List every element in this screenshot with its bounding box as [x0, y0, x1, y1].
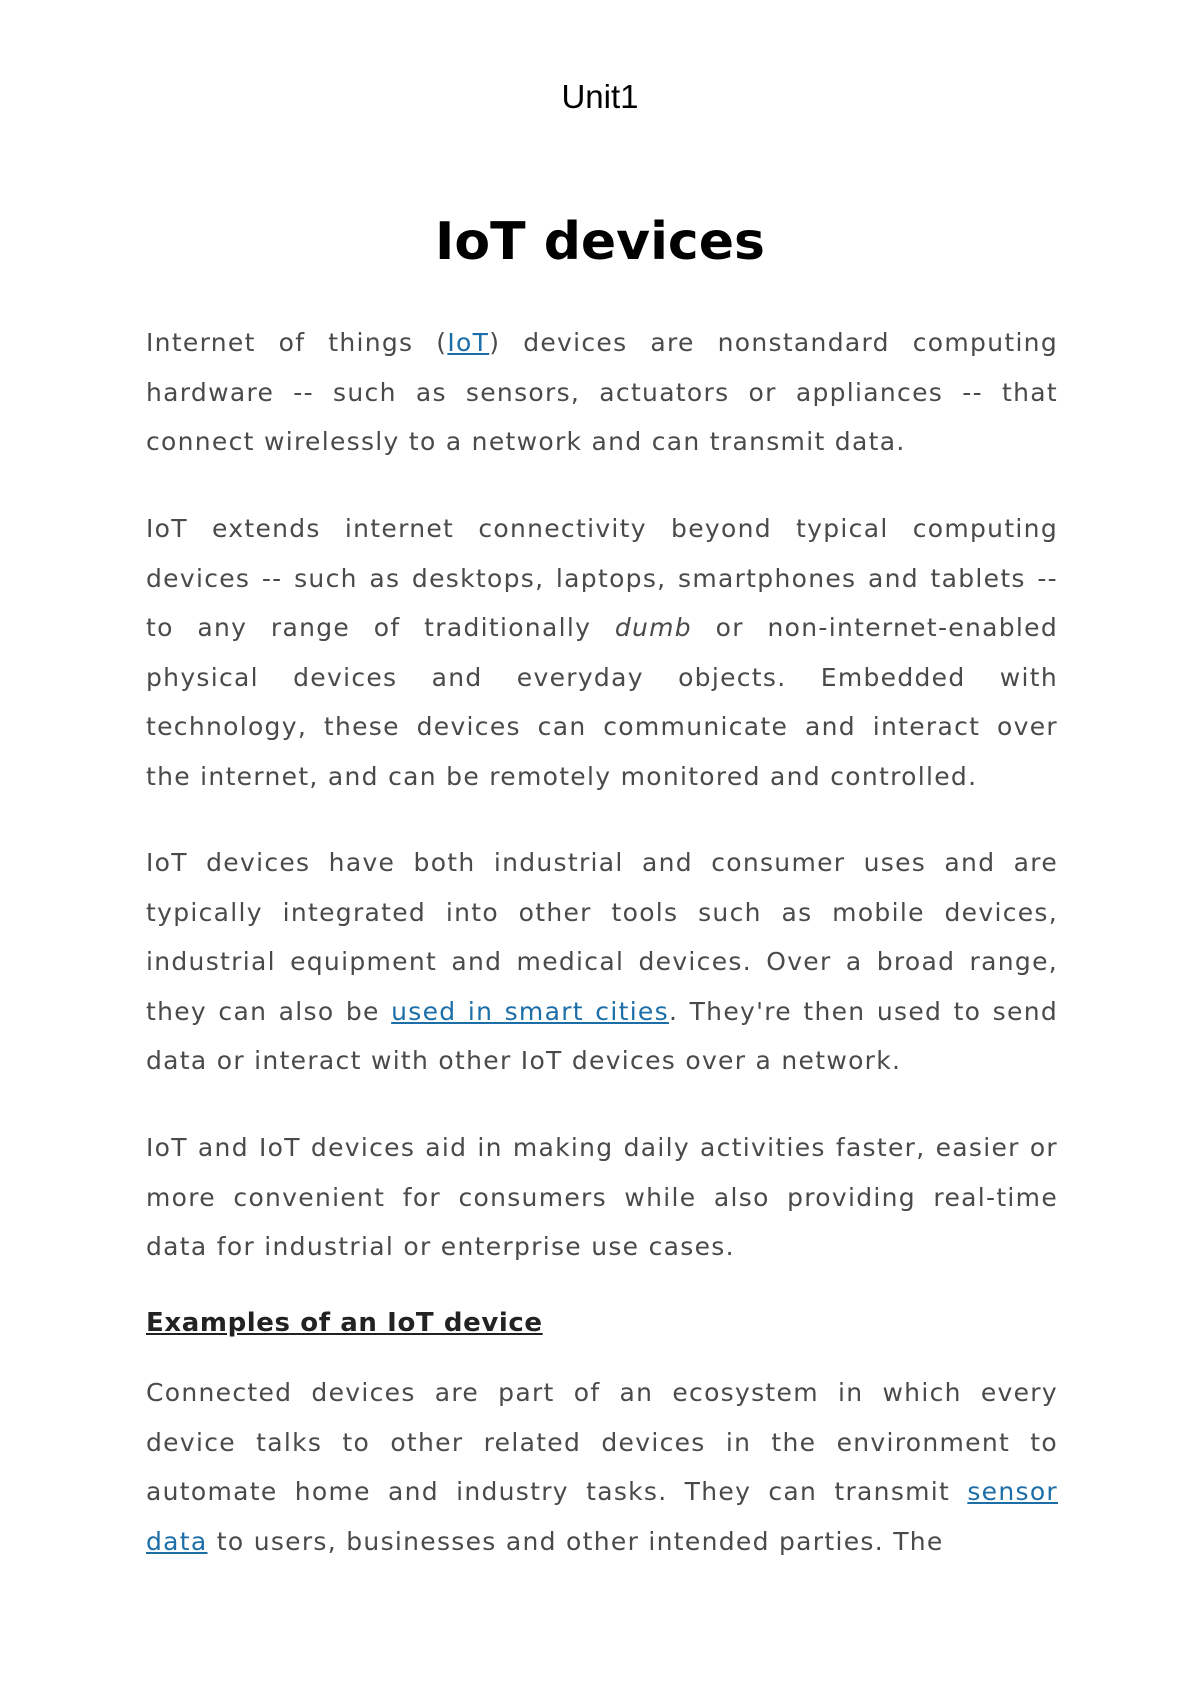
- page-header-title: Unit1: [561, 78, 639, 115]
- paragraph-connected-devices: [146, 1368, 1058, 1566]
- paragraph-text: . They're then used to send data or interact with other IoT devices over a network.: [146, 996, 1059, 1075]
- document-title: IoT devices: [435, 212, 765, 272]
- paragraph-text: Connected devices are part of an ecosystem in which every device talks to other related devices in the environment to automate home and industry tasks. They can transmit: [146, 1378, 1058, 1506]
- paragraph-iot-uses: [146, 838, 1058, 1086]
- paragraph-text: ) devices are nonstandard computing hardware -- such as sensors, actuators or appliances -- that connect wirelessly to a network and can transmit data.: [146, 328, 1058, 456]
- iot-link[interactable]: IoT: [447, 328, 490, 357]
- paragraph-text: to users, businesses and other intended parties. The: [207, 1526, 944, 1556]
- sensor-data-link[interactable]: sensor data: [146, 1477, 1058, 1556]
- section-heading-examples: Examples of an IoT device: [146, 1308, 543, 1338]
- paragraph-text: IoT extends internet connectivity beyond typical computing devices -- such as desktops, laptops, smartphones and tablets -- to any range of traditionally: [146, 514, 1058, 642]
- smart-cities-link[interactable]: used in smart cities: [391, 996, 669, 1026]
- emphasis-dumb: dumb: [614, 613, 692, 642]
- paragraph-iot-connectivity: [146, 504, 1058, 801]
- paragraph-text: IoT devices have both industrial and consumer uses and are typically integrated into other tools such as mobile devices, industrial equipment and medical devices. Over a broad range, they can also be: [146, 848, 1058, 1026]
- paragraph-iot-definition: [146, 318, 1058, 467]
- paragraph-text: or non-internet-enabled physical devices and everyday objects. Embedded with technology, these devices can communicate and interact over the internet, and can be remotely monitored and controlled.: [146, 613, 1058, 791]
- paragraph-iot-benefits: IoT and IoT devices aid in making daily activities faster, easier or more convenient for consumers while also providing real-time data for industrial or enterprise use cases.: [146, 1133, 1058, 1261]
- paragraph-text: Internet of things (: [146, 328, 448, 357]
